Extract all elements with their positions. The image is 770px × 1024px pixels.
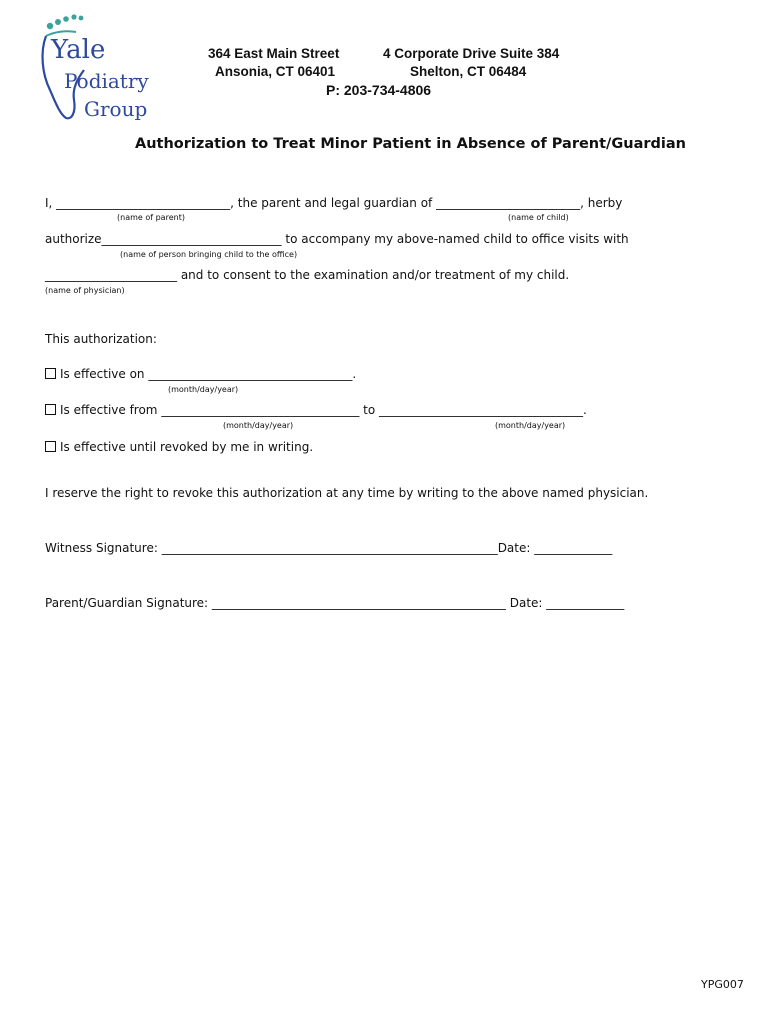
phone-number: P: 203-734-4806 — [326, 82, 432, 98]
effective-from-label: Is effective from _________________________________ to __________________________________. — [60, 403, 587, 417]
logo-line3: Group — [84, 97, 148, 121]
form-code: YPG007 — [701, 978, 744, 991]
option-effective-from — [45, 403, 587, 417]
guardian-signature-line: Parent/Guardian Signature: _________________________________________________ Date: _____________ — [45, 596, 625, 610]
parent-line: I, _____________________________, the parent and legal guardian of ________________________, herby — [45, 196, 623, 210]
until-revoked-checkbox[interactable] — [45, 441, 56, 452]
authorize-line: authorize______________________________ to accompany my above-named child to office visits with — [45, 232, 629, 246]
caption-date-to: (month/day/year) — [495, 421, 566, 430]
logo-line1: Yale — [51, 35, 106, 65]
footprint-icon — [36, 12, 166, 124]
practice-logo — [36, 12, 166, 124]
until-revoked-label: Is effective until revoked by me in writing. — [60, 440, 314, 454]
page-title: Authorization to Treat Minor Patient in Absence of Parent/Guardian — [135, 136, 686, 152]
witness-signature-line: Witness Signature: ________________________________________________________Date: _____________ — [45, 541, 613, 555]
office1-city: Ansonia, CT 06401 — [215, 64, 336, 79]
authorization-heading: This authorization: — [45, 332, 157, 346]
caption-date-on: (month/day/year) — [168, 385, 239, 394]
caption-name-of-parent: (name of parent) — [117, 213, 185, 222]
option-until-revoked — [45, 440, 313, 454]
physician-line: ______________________ and to consent to the examination and/or treatment of my child. — [45, 268, 570, 282]
effective-from-checkbox[interactable] — [45, 404, 56, 415]
reserve-statement: I reserve the right to revoke this authorization at any time by writing to the above named physician. — [45, 486, 649, 500]
option-effective-on — [45, 367, 356, 381]
office2-street: 4 Corporate Drive Suite 384 — [383, 46, 560, 61]
caption-name-of-physician: (name of physician) — [45, 286, 125, 295]
caption-person-bringing: (name of person bringing child to the office) — [120, 250, 298, 259]
logo-line2: Podiatry — [64, 69, 149, 93]
office2-city: Shelton, CT 06484 — [410, 64, 527, 79]
caption-date-from: (month/day/year) — [223, 421, 294, 430]
effective-on-checkbox[interactable] — [45, 368, 56, 379]
effective-on-label: Is effective on __________________________________. — [60, 367, 357, 381]
caption-name-of-child: (name of child) — [508, 213, 569, 222]
office1-street: 364 East Main Street — [208, 46, 340, 61]
